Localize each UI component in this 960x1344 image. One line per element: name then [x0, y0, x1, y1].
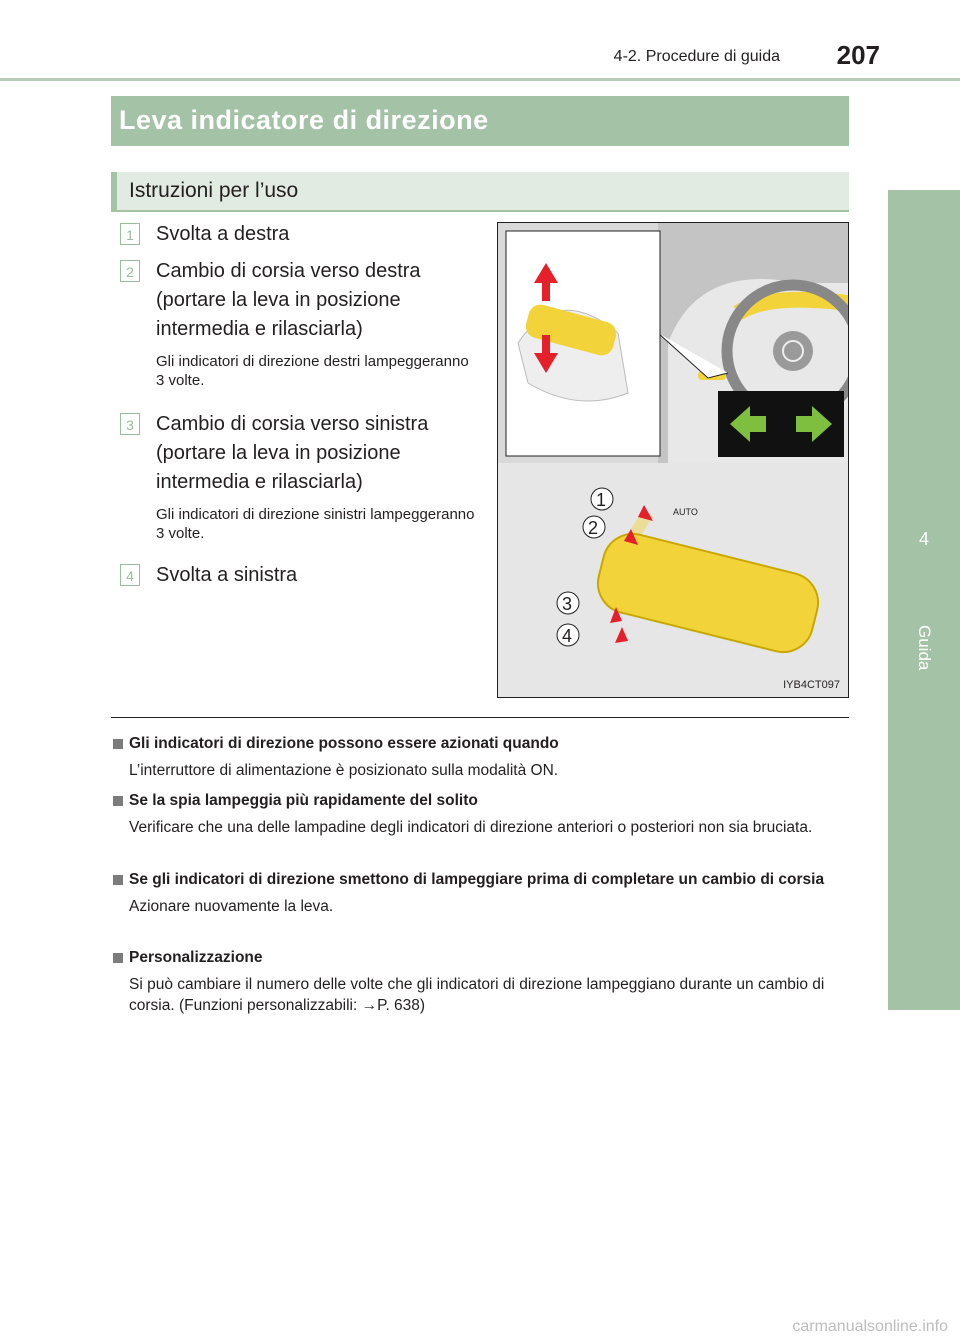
list-item: [120, 220, 480, 249]
chapter-number: 4: [918, 529, 929, 549]
item-text: Cambio di corsia verso destra (portare la leva in posizione intermedia e rilasciarla): [156, 260, 421, 340]
note: [111, 734, 849, 781]
steering-hub: [773, 331, 813, 371]
section-divider: [111, 717, 849, 718]
note-body: Verificare che una delle lampadine degli indicatori di direzione anteriori o posteriori non sia bruciata.: [129, 819, 813, 836]
note-heading: Se gli indicatori di direzione smettono di lampeggiare prima di completare un cambio di corsia: [111, 870, 849, 890]
figure-code: IYB4CT097: [783, 679, 840, 691]
chapter-tab: [888, 190, 960, 1010]
subtitle: Istruzioni per l’uso: [129, 179, 299, 202]
note-body: Azionare nuovamente la leva.: [129, 898, 334, 915]
item-text: Cambio di corsia verso sinistra (portare la leva in posizione intermedia e rilasciarla): [156, 413, 429, 493]
figure-illustration: [498, 223, 848, 697]
lever-label-auto: AUTO: [673, 507, 698, 517]
item-number: 1: [120, 223, 140, 245]
item-note: Gli indicatori di direzione destri lampeggeranno 3 volte.: [156, 353, 469, 389]
chapter-label: Guida: [915, 625, 934, 671]
note-heading: Se la spia lampeggia più rapidamente del solito: [111, 791, 849, 811]
header-section-title: 4-2. Procedure di guida: [613, 48, 780, 65]
subtitle-accent: [111, 172, 117, 210]
page-number: 207: [836, 40, 880, 70]
watermark: carmanualsonline.info: [792, 1318, 948, 1335]
callout-3: 3: [562, 594, 573, 614]
item-number: 2: [120, 260, 140, 282]
title-bar: [111, 96, 849, 146]
note-heading: Personalizzazione: [111, 948, 849, 968]
item-text: Svolta a destra: [156, 223, 290, 245]
note-body: Si può cambiare il numero delle volte che gli indicatori di direzione lampeggiano durante un cambio di corsia. (Funzioni personalizzabili: →P. 638): [129, 976, 825, 1014]
subtitle-bar: [111, 172, 849, 212]
list-item: [120, 410, 480, 543]
list-item: [120, 257, 480, 390]
item-number: 3: [120, 413, 140, 435]
note-body: L’interruttore di alimentazione è posizionato sulla modalità ON.: [129, 762, 559, 779]
item-note: Gli indicatori di direzione sinistri lampeggeranno 3 volte.: [156, 506, 475, 542]
note: [111, 870, 849, 917]
page-title: Leva indicatore di direzione: [119, 105, 489, 135]
callout-4: 4: [562, 626, 573, 646]
turn-signal-lever-figure: [497, 222, 849, 698]
header-rule: [0, 78, 960, 81]
item-text: Svolta a sinistra: [156, 564, 298, 586]
list-item: [120, 561, 480, 590]
note-heading: Gli indicatori di direzione possono essere azionati quando: [111, 734, 849, 754]
callout-1: 1: [596, 490, 607, 510]
callout-2: 2: [588, 518, 599, 538]
note: [111, 791, 849, 838]
item-number: 4: [120, 564, 140, 586]
note: [111, 948, 849, 1016]
